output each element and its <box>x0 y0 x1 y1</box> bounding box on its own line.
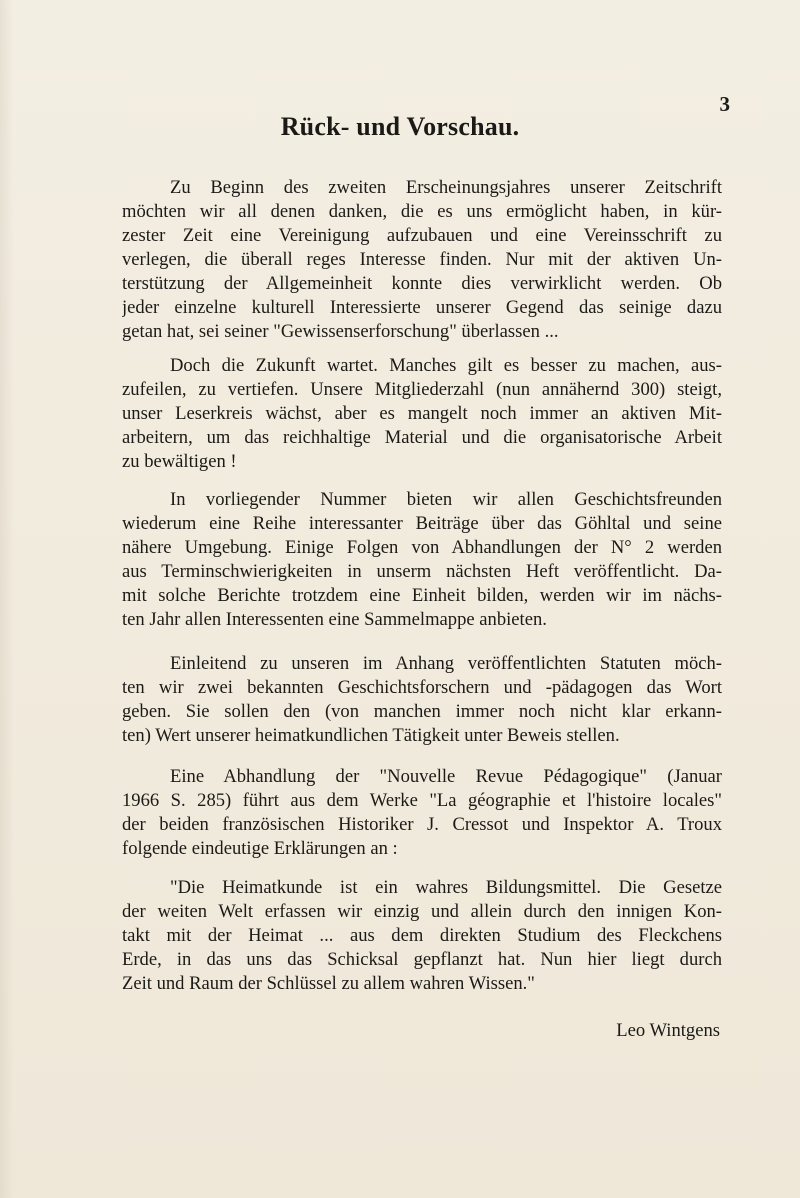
text-line: mit solche Berichte trotzdem eine Einheit bilden, werden wir im nächs- <box>122 585 722 606</box>
text-line: jeder einzelne kulturell Interessierte unserer Gegend das seinige dazu <box>122 297 722 318</box>
text-line: der weiten Welt erfassen wir einzig und allein durch den innigen Kon- <box>122 901 722 922</box>
text-line: ten) Wert unserer heimatkundlichen Tätigkeit unter Beweis stellen. <box>122 725 620 746</box>
text-line: arbeitern, um das reichhaltige Material und die organisatorische Arbeit <box>122 427 722 448</box>
page-title: Rück- und Vorschau. <box>280 112 520 141</box>
text-line: möchten wir all denen danken, die es uns ermöglicht haben, in kür- <box>122 201 722 222</box>
text-line: ten wir zwei bekannten Geschichtsforschern und -pädagogen das Wort <box>122 677 722 698</box>
quote-paragraph <box>122 876 722 996</box>
text-line: unser Leserkreis wächst, aber es mangelt noch immer an aktiven Mit- <box>122 403 722 424</box>
text-line: "Die Heimatkunde ist ein wahres Bildungsmittel. Die Gesetze <box>170 877 722 898</box>
author-signature: Leo Wintgens <box>616 1020 720 1041</box>
paragraph-1 <box>122 176 722 344</box>
text-line: getan hat, sei seiner "Gewissenserforschung" überlassen ... <box>122 321 559 342</box>
text-line: terstützung der Allgemeinheit konnte dies verwirklicht werden. Ob <box>122 273 722 294</box>
text-line: geben. Sie sollen den (von manchen immer noch nicht klar erkann- <box>122 701 722 722</box>
text-line: ten Jahr allen Interessenten eine Sammelmappe anbieten. <box>122 609 547 630</box>
text-line: Erde, in das uns das Schicksal gepflanzt hat. Nun hier liegt durch <box>122 949 722 970</box>
text-line: zufeilen, zu vertiefen. Unsere Mitgliederzahl (nun annähernd 300) steigt, <box>122 379 722 400</box>
text-line: wiederum eine Reihe interessanter Beiträge über das Göhltal und seine <box>122 513 722 534</box>
text-line: 1966 S. 285) führt aus dem Werke "La géographie et l'histoire locales" <box>122 790 722 811</box>
paragraph-5 <box>122 765 722 861</box>
text-line: folgende eindeutige Erklärungen an : <box>122 838 398 859</box>
text-line: zester Zeit eine Vereinigung aufzubauen und eine Vereinsschrift zu <box>122 225 722 246</box>
paragraph-2 <box>122 354 722 474</box>
text-line: Einleitend zu unseren im Anhang veröffentlichten Statuten möch- <box>170 653 722 674</box>
text-line: takt mit der Heimat ... aus dem direkten Studium des Fleckchens <box>122 925 722 946</box>
paragraph-4 <box>122 652 722 748</box>
paragraph-3 <box>122 488 722 632</box>
text-line: verlegen, die überall reges Interesse finden. Nur mit der aktiven Un- <box>122 249 722 270</box>
text-line: aus Terminschwierigkeiten in unserm nächsten Heft veröffentlicht. Da- <box>122 561 722 582</box>
text-line: Eine Abhandlung der "Nouvelle Revue Pédagogique" (Januar <box>170 766 722 787</box>
text-line: Zeit und Raum der Schlüssel zu allem wahren Wissen." <box>122 973 535 994</box>
text-line: der beiden französischen Historiker J. Cressot und Inspektor A. Troux <box>122 814 722 835</box>
page-number: 3 <box>719 92 730 116</box>
text-line: nähere Umgebung. Einige Folgen von Abhandlungen der N° 2 werden <box>122 537 722 558</box>
text-line: Zu Beginn des zweiten Erscheinungsjahres unserer Zeitschrift <box>170 177 722 198</box>
text-line: In vorliegender Nummer bieten wir allen Geschichtsfreunden <box>170 489 722 510</box>
text-line: Doch die Zukunft wartet. Manches gilt es besser zu machen, aus- <box>170 355 722 376</box>
text-line: zu bewältigen ! <box>122 451 237 472</box>
